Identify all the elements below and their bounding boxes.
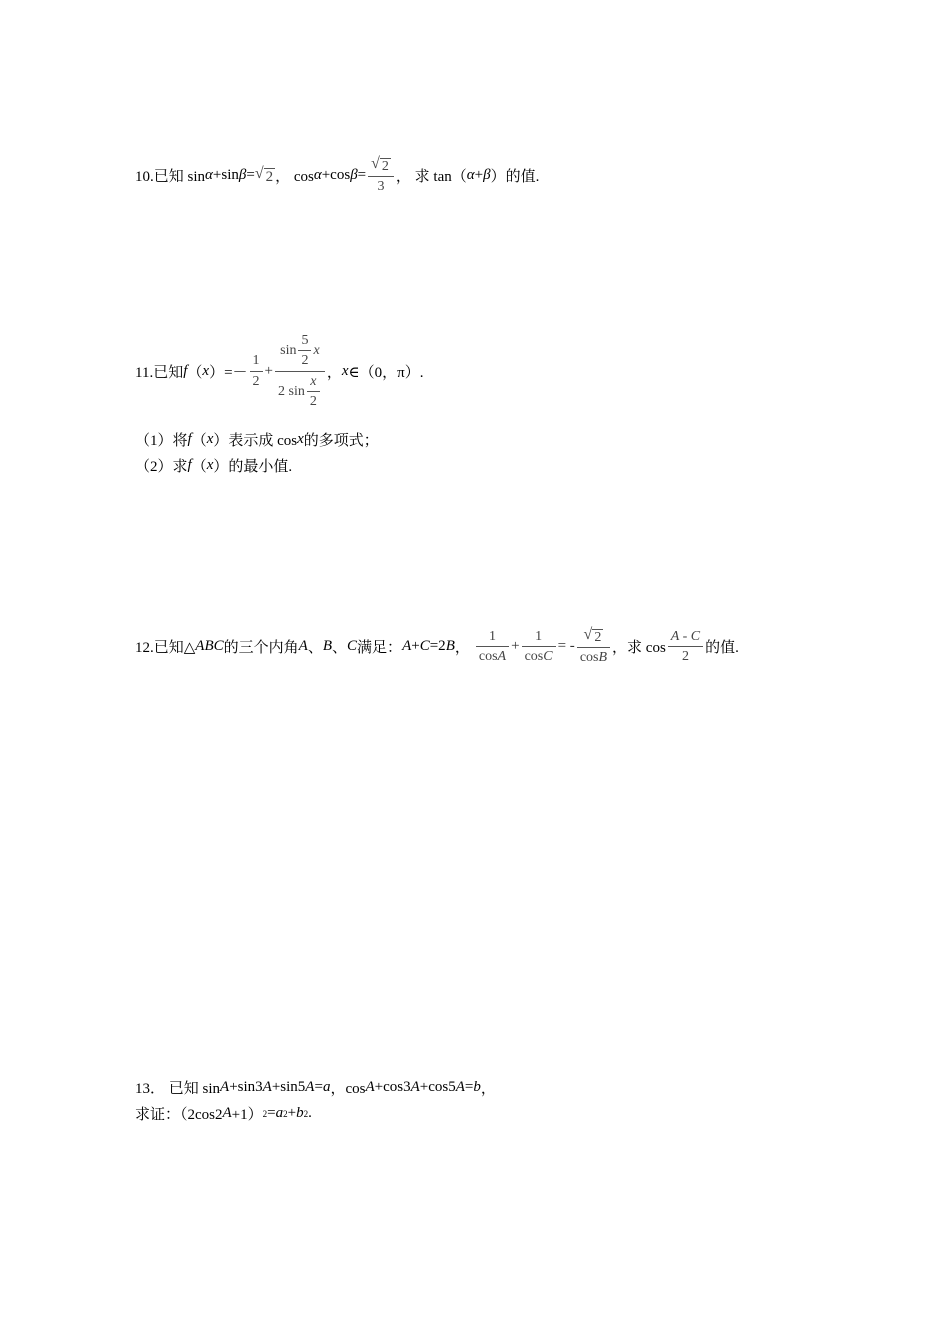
q13-a2: a <box>275 1105 284 1121</box>
q12-frac-sqrt2-cosB: √ 2 cos B <box>577 627 610 666</box>
q10-plus-cos: +cos <box>321 166 351 183</box>
q11-sub2-mid: （ <box>191 459 207 475</box>
q12-frac-cosA: 1 cos A <box>476 629 509 665</box>
q12-mid1: 的三个内角 <box>223 639 299 656</box>
q11-sub1-pre: （1）将 <box>135 433 188 449</box>
q11-sub2-f: f <box>187 457 192 473</box>
q13-A3: A <box>305 1079 315 1095</box>
q13-line1-pre: 13． 已知 sin <box>135 1081 221 1097</box>
q11-lp: （ <box>187 364 203 381</box>
q13-sq3: 2 <box>303 1108 309 1119</box>
q10-alpha-3: α <box>466 166 475 183</box>
q13-A1: A <box>220 1079 230 1095</box>
q10-sep1: ， cos <box>275 168 314 185</box>
q12-cond-eq: =2 <box>429 637 446 654</box>
q11-domain-sep: ， <box>326 364 342 381</box>
q10-plus-sin: +sin <box>212 166 239 183</box>
q13-p2: +sin5 <box>271 1079 306 1095</box>
q11-sub1-x: x <box>206 431 214 447</box>
q11-f: f <box>183 362 188 379</box>
q12-plus: + <box>511 637 520 654</box>
q11-sub2-x: x <box>206 457 214 473</box>
q12-prefix: 12.已知△ <box>135 639 196 656</box>
q12-mid2: 满足： <box>357 639 403 656</box>
q13-A5: A <box>410 1079 420 1095</box>
q11-sub1-x2: x <box>297 431 304 447</box>
q10-prefix: 10.已知 sin <box>135 168 206 185</box>
q10-beta-2: β <box>350 166 358 183</box>
q13-end1: ， <box>480 1081 496 1097</box>
q10-plus: + <box>474 166 484 183</box>
q12-ask: ，求 cos <box>612 639 666 656</box>
q12-comma: ， <box>454 639 470 656</box>
q12-B: B <box>322 637 333 654</box>
q11-sub2-end: ）的最小值. <box>213 459 293 475</box>
q13-end2: . <box>308 1105 312 1121</box>
q11-x: x <box>202 362 210 379</box>
q11-main-fraction: sin $\frac{5}{2}$ x 2 sin $\frac{x}{2}$ <box>275 333 325 410</box>
q12-A: A <box>298 637 308 654</box>
q12-frac-half-angle: $\frac{A - C}{2}$ <box>668 629 703 665</box>
q11-domain-x: x <box>341 362 349 379</box>
q11-prefix: 11.已知 <box>135 364 184 381</box>
q11-sub1-f: f <box>187 431 192 447</box>
q13-sep: ，cos <box>330 1081 366 1097</box>
q12-end: 的值. <box>705 639 739 656</box>
q13-eq: = <box>267 1105 276 1121</box>
q12-C: C <box>347 637 358 654</box>
q10-sqrt-2: √ 2 <box>254 164 274 185</box>
q11-sub1-end: 的多项式； <box>303 433 379 449</box>
q13-a: a <box>322 1079 331 1095</box>
q10-alpha: α <box>205 166 213 183</box>
q13-line2-pre: 求证：（2cos2 <box>135 1107 223 1123</box>
q13-eq-b: = <box>464 1079 474 1095</box>
q12-cond-B: B <box>445 637 455 654</box>
q13-p4: +cos5 <box>419 1079 456 1095</box>
q13-A7: A <box>222 1105 232 1121</box>
q13-eq-a: = <box>314 1079 323 1095</box>
q13-A4: A <box>365 1079 375 1095</box>
q13-A2: A <box>262 1079 272 1095</box>
q10-fraction: √ 2 3 <box>368 156 394 195</box>
q10-close: ）的值. <box>490 168 540 185</box>
q10-alpha-2: α <box>313 166 322 183</box>
q13-line2-mid: +1） <box>231 1107 263 1123</box>
q13-sq1: 2 <box>262 1108 268 1119</box>
q11-domain: ∈（0，π）. <box>348 364 424 381</box>
q10-eq-2: = <box>357 166 367 183</box>
q12-sep2: 、 <box>332 639 348 656</box>
q12-cond-plus: + <box>411 637 420 654</box>
question-13 <box>135 1077 496 1098</box>
question-11-part-1 <box>135 429 379 450</box>
q12-cond-C: C <box>419 637 430 654</box>
q10-ask: ， 求 tan（ <box>395 168 467 185</box>
q12-cond-A: A <box>402 637 412 654</box>
q10-eq: = <box>246 166 255 183</box>
q10-beta: β <box>238 166 247 183</box>
q13-plus: + <box>287 1105 297 1121</box>
q10-beta-3: β <box>483 166 491 183</box>
q13-A6: A <box>455 1079 465 1095</box>
q12-abc: ABC <box>195 637 224 654</box>
question-10 <box>135 156 539 195</box>
question-12 <box>135 627 739 666</box>
q13-p1: +sin3 <box>229 1079 263 1095</box>
q11-sub2-pre: （2）求 <box>135 459 188 475</box>
q11-plus: + <box>264 362 273 379</box>
q11-sub1-mid: （ <box>191 433 207 449</box>
q11-half-fraction: $\frac{1}{2}$ <box>250 353 263 389</box>
q13-p3: +cos3 <box>374 1079 411 1095</box>
question-11-part-2 <box>135 455 292 476</box>
q13-b: b <box>473 1079 481 1095</box>
q12-eq-neg: = - <box>557 637 575 654</box>
q12-frac-cosC: 1 cos C <box>522 629 556 665</box>
q11-sub1-post: ）表示成 cos <box>213 433 298 449</box>
question-13-proof <box>135 1103 312 1124</box>
question-11 <box>135 333 423 410</box>
q12-sep1: 、 <box>307 639 323 656</box>
q11-rp-eq: ）=－ <box>209 364 248 381</box>
q13-b2: b <box>296 1105 304 1121</box>
q13-sq2: 2 <box>283 1108 288 1119</box>
